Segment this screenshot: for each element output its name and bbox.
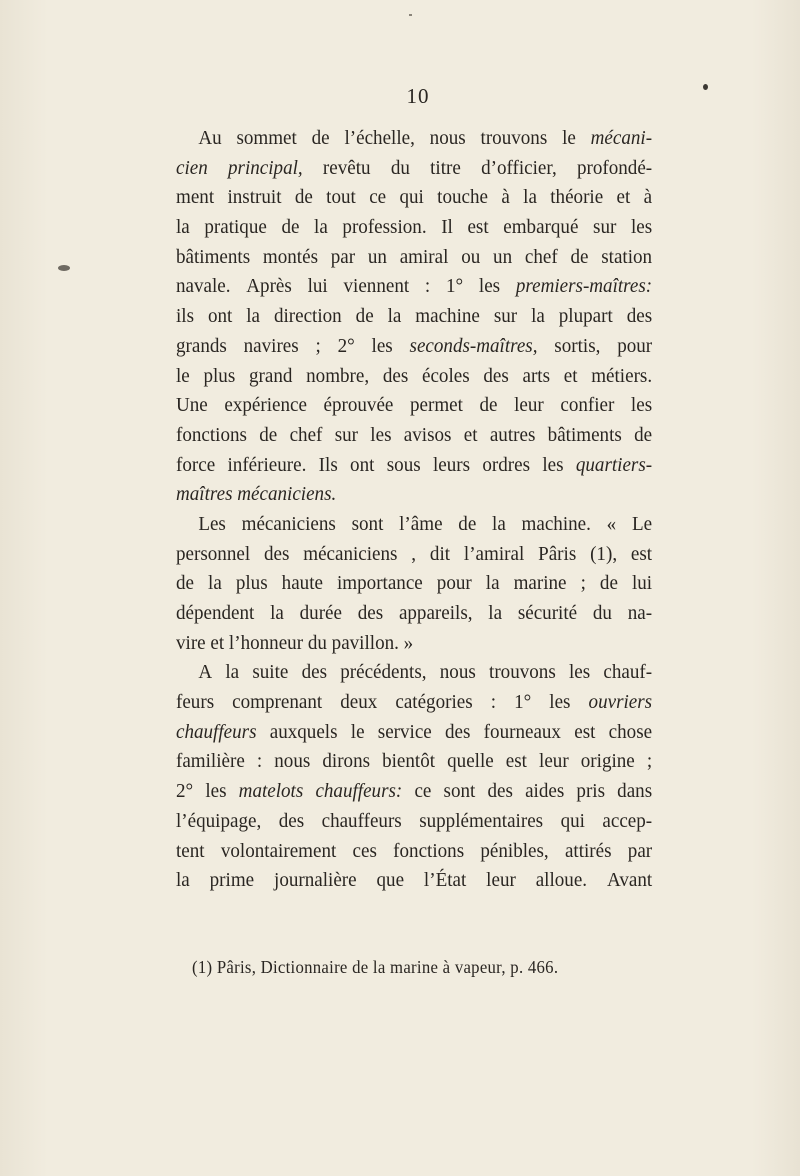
word: un bbox=[493, 245, 513, 268]
word: A bbox=[198, 661, 213, 684]
word: des bbox=[278, 809, 305, 832]
text-line bbox=[176, 540, 652, 570]
word: la bbox=[492, 512, 506, 535]
paragraph bbox=[176, 124, 652, 510]
word: grands bbox=[176, 334, 227, 357]
word: chose bbox=[608, 720, 653, 743]
text-line bbox=[176, 391, 652, 421]
word: de bbox=[479, 394, 498, 417]
word: de bbox=[599, 572, 618, 595]
word: premiers-maîtres: bbox=[515, 275, 653, 298]
word: dépendent bbox=[176, 602, 255, 624]
word: la bbox=[523, 186, 537, 209]
word: écoles bbox=[421, 364, 470, 387]
word: l’équipage, bbox=[176, 809, 262, 832]
text-line bbox=[176, 154, 652, 184]
word: 2° bbox=[176, 780, 194, 803]
word: service bbox=[377, 720, 432, 743]
word: « bbox=[606, 512, 617, 535]
word: ordres bbox=[482, 453, 531, 476]
text-line bbox=[176, 747, 652, 777]
word: Pâris bbox=[538, 542, 577, 565]
word: le bbox=[350, 720, 365, 743]
word: principal, bbox=[228, 156, 303, 179]
word: mécani- bbox=[590, 127, 653, 149]
word: les bbox=[205, 780, 227, 803]
word: métiers. bbox=[591, 364, 653, 387]
text-line bbox=[176, 777, 652, 807]
text-line bbox=[176, 362, 652, 392]
word: : bbox=[256, 750, 263, 773]
word: la bbox=[176, 216, 190, 239]
word: titre bbox=[430, 156, 461, 179]
word: supplémentaires bbox=[419, 809, 544, 832]
word: à bbox=[643, 186, 653, 209]
word: ou bbox=[461, 245, 481, 268]
word: de bbox=[259, 423, 278, 446]
text-line bbox=[176, 569, 652, 599]
word: amiral bbox=[399, 245, 449, 268]
word: les bbox=[371, 334, 393, 357]
word: chauffeurs bbox=[321, 809, 402, 832]
word: pour bbox=[436, 572, 472, 595]
word: qui bbox=[560, 809, 585, 832]
paragraph bbox=[176, 658, 652, 896]
word: la bbox=[225, 661, 240, 684]
word: sont bbox=[351, 512, 384, 535]
word: les bbox=[630, 394, 653, 417]
word: et bbox=[210, 631, 225, 654]
word: pour bbox=[617, 334, 653, 357]
word: chef bbox=[524, 245, 558, 268]
word: na- bbox=[627, 602, 653, 624]
word: touche bbox=[437, 186, 489, 209]
word: grand bbox=[248, 364, 293, 387]
word: deux bbox=[340, 691, 378, 714]
word: pavillon. bbox=[331, 631, 399, 654]
word: l’État bbox=[423, 869, 467, 892]
word: bientôt bbox=[382, 750, 436, 773]
word: la bbox=[208, 572, 222, 595]
text-line bbox=[176, 629, 652, 659]
word: personnel bbox=[176, 542, 251, 565]
word: du bbox=[390, 156, 410, 179]
word: auxquels bbox=[269, 720, 338, 743]
word: des bbox=[445, 720, 471, 743]
word: suite bbox=[252, 661, 289, 684]
word: feurs bbox=[176, 691, 215, 714]
word: seconds-maîtres, bbox=[409, 334, 538, 357]
word: de bbox=[176, 572, 195, 595]
word: la bbox=[270, 602, 284, 624]
word: nous bbox=[274, 750, 311, 773]
word: embarqué bbox=[503, 216, 579, 239]
word: du bbox=[592, 602, 612, 624]
word: maîtres bbox=[176, 483, 233, 506]
word: leur bbox=[486, 869, 516, 892]
word: ils bbox=[176, 305, 195, 328]
word: profession. bbox=[342, 216, 427, 239]
word: sommet bbox=[236, 127, 297, 149]
word: permet bbox=[409, 394, 463, 417]
word: dans bbox=[617, 780, 653, 803]
word: du bbox=[307, 631, 327, 654]
word: Une bbox=[176, 394, 208, 417]
word: leurs bbox=[432, 453, 471, 476]
word: et bbox=[616, 186, 631, 209]
text-line bbox=[176, 183, 652, 213]
text-line bbox=[176, 213, 652, 243]
word: dit bbox=[429, 542, 451, 565]
word: origine bbox=[580, 750, 635, 773]
word: quartiers- bbox=[575, 453, 653, 476]
word: tent bbox=[176, 839, 205, 862]
word: revêtu bbox=[322, 156, 371, 179]
word: sur bbox=[334, 423, 359, 446]
word: la bbox=[485, 572, 500, 595]
word: direction bbox=[273, 305, 342, 328]
word: plus bbox=[203, 364, 236, 387]
word: pris bbox=[576, 780, 606, 803]
word: confier bbox=[560, 394, 615, 417]
word: d’officier, bbox=[481, 156, 557, 179]
word: par bbox=[330, 245, 356, 268]
word: Les bbox=[198, 512, 226, 535]
word: Il bbox=[441, 216, 453, 239]
word: appareils, bbox=[398, 602, 473, 624]
word: qui bbox=[399, 186, 424, 209]
word: » bbox=[403, 631, 414, 654]
word: inférieure. bbox=[227, 453, 307, 476]
word: pénibles, bbox=[480, 839, 549, 862]
word: les bbox=[478, 275, 501, 298]
word: Avant bbox=[606, 869, 653, 892]
text-line bbox=[176, 421, 652, 451]
word: marine bbox=[513, 572, 567, 595]
text-line bbox=[176, 688, 652, 718]
word: lui bbox=[307, 275, 328, 298]
word: des bbox=[357, 602, 384, 624]
print-speck bbox=[409, 14, 412, 16]
word: est bbox=[467, 216, 489, 239]
word: attirés bbox=[564, 839, 612, 862]
word: des bbox=[483, 364, 509, 387]
word: plupart bbox=[558, 305, 613, 328]
word: machine bbox=[415, 305, 480, 328]
word: force bbox=[176, 453, 216, 476]
word: par bbox=[627, 839, 653, 862]
word: éprouvée bbox=[323, 394, 394, 417]
word: matelots bbox=[238, 780, 304, 803]
paragraph bbox=[176, 510, 652, 658]
word: mécaniciens bbox=[303, 542, 398, 565]
word: chauffeurs: bbox=[315, 780, 403, 803]
word: machine. bbox=[521, 512, 591, 535]
word: navale. bbox=[176, 275, 231, 298]
word: 1° bbox=[514, 691, 532, 714]
word: nous bbox=[429, 127, 466, 149]
word: est bbox=[574, 720, 596, 743]
word: l’échelle, bbox=[344, 127, 415, 149]
word: de bbox=[634, 423, 653, 446]
word: Ils bbox=[318, 453, 338, 476]
word: ce bbox=[414, 780, 432, 803]
word: : bbox=[424, 275, 431, 298]
word: la bbox=[488, 602, 503, 624]
word: comprenant bbox=[232, 691, 323, 714]
word: et bbox=[563, 364, 578, 387]
word: sortis, bbox=[554, 334, 601, 357]
word: sous bbox=[386, 453, 421, 476]
word: ouvriers bbox=[588, 691, 653, 714]
word: de bbox=[458, 512, 477, 535]
word: est bbox=[505, 750, 527, 773]
word: de bbox=[311, 127, 330, 149]
word: les bbox=[370, 423, 392, 446]
word: , bbox=[411, 542, 417, 565]
word: Le bbox=[631, 512, 653, 535]
word: Au bbox=[198, 127, 222, 149]
word: sécurité bbox=[517, 602, 578, 624]
word: familière bbox=[176, 750, 245, 773]
word: chef bbox=[289, 423, 323, 446]
word: montés bbox=[262, 245, 318, 268]
text-line bbox=[176, 510, 652, 540]
word: profondé- bbox=[576, 156, 653, 179]
word: (1), bbox=[590, 542, 618, 565]
word: cien bbox=[176, 156, 208, 179]
word: instruit bbox=[227, 186, 282, 209]
word: chauffeurs bbox=[176, 720, 257, 743]
word: les bbox=[568, 661, 591, 684]
word: ont bbox=[350, 453, 375, 476]
word: ; bbox=[315, 334, 321, 357]
word: des bbox=[263, 542, 290, 565]
text-line bbox=[176, 272, 652, 302]
footnote: (1) Pâris, Dictionnaire de la marine à vapeur, p. 466. bbox=[192, 957, 559, 977]
word: le bbox=[176, 364, 190, 387]
word: ; bbox=[580, 572, 586, 595]
word: des bbox=[487, 780, 513, 803]
word: dirons bbox=[322, 750, 371, 773]
word: accep- bbox=[602, 809, 653, 832]
word: mécaniciens. bbox=[237, 483, 337, 506]
word: avisos bbox=[403, 423, 452, 446]
word: théorie bbox=[550, 186, 604, 209]
word: ; bbox=[646, 750, 653, 773]
word: fourneaux bbox=[483, 720, 561, 743]
word: viennent bbox=[343, 275, 410, 298]
word: que bbox=[376, 869, 405, 892]
text-line bbox=[176, 658, 652, 688]
text-line bbox=[176, 718, 652, 748]
word: trouvons bbox=[489, 661, 556, 684]
word: la bbox=[314, 216, 328, 239]
word: Après bbox=[246, 275, 292, 298]
word: chauf- bbox=[603, 661, 653, 684]
word: ont bbox=[207, 305, 233, 328]
word: : bbox=[490, 691, 497, 714]
word: durée bbox=[299, 602, 342, 624]
word: de bbox=[570, 245, 589, 268]
word: sur bbox=[493, 305, 518, 328]
word: les bbox=[549, 691, 571, 714]
word: aides bbox=[525, 780, 565, 803]
word: quelle bbox=[447, 750, 494, 773]
text-line bbox=[176, 599, 652, 629]
word: des bbox=[301, 661, 327, 684]
word: nombre, bbox=[306, 364, 370, 387]
word: arts bbox=[522, 364, 551, 387]
word: pratique bbox=[204, 216, 267, 239]
word: un bbox=[367, 245, 387, 268]
page-number: 10 bbox=[406, 84, 430, 108]
word: nous bbox=[439, 661, 476, 684]
word: des bbox=[382, 364, 409, 387]
text-line bbox=[176, 302, 652, 332]
word: de bbox=[281, 216, 300, 239]
word: de bbox=[355, 305, 374, 328]
word: mécaniciens bbox=[241, 512, 336, 535]
word: l’honneur bbox=[228, 631, 304, 654]
word: des bbox=[626, 305, 653, 328]
word: la bbox=[387, 305, 402, 328]
word: haute bbox=[281, 572, 323, 595]
word: sur bbox=[593, 216, 617, 239]
word: lui bbox=[631, 572, 653, 595]
word: vire bbox=[176, 631, 206, 654]
word: et bbox=[463, 423, 478, 446]
word: expérience bbox=[224, 394, 307, 417]
word: 2° bbox=[337, 334, 355, 357]
word: la bbox=[246, 305, 261, 328]
word: sont bbox=[443, 780, 476, 803]
word: à bbox=[501, 186, 510, 209]
word: fonctions bbox=[176, 423, 247, 446]
word: 1° bbox=[445, 275, 464, 298]
word: importance bbox=[337, 572, 423, 595]
word: plus bbox=[235, 572, 268, 595]
body-text bbox=[176, 124, 652, 896]
word: ment bbox=[176, 186, 215, 209]
word: prime bbox=[209, 869, 255, 892]
text-line bbox=[176, 243, 652, 273]
text-line bbox=[176, 332, 652, 362]
text-line bbox=[176, 837, 652, 867]
word: trouvons bbox=[480, 127, 548, 149]
text-line bbox=[176, 124, 652, 154]
word: navires bbox=[243, 334, 299, 357]
word: les bbox=[630, 216, 653, 239]
word: ce bbox=[369, 186, 387, 209]
word: leur bbox=[514, 394, 544, 417]
word: précédents, bbox=[340, 661, 427, 684]
word: journalière bbox=[274, 869, 357, 892]
word: ces bbox=[352, 839, 377, 862]
word: catégories bbox=[395, 691, 473, 714]
word: les bbox=[542, 453, 564, 476]
word: l’âme bbox=[399, 512, 443, 535]
word: alloue. bbox=[535, 869, 588, 892]
word: autres bbox=[489, 423, 536, 446]
word: la bbox=[176, 869, 190, 892]
word: bâtiments bbox=[176, 245, 251, 268]
word: l’amiral bbox=[463, 542, 525, 565]
word: de bbox=[294, 186, 313, 209]
text-line bbox=[176, 866, 652, 896]
text-line bbox=[176, 480, 652, 510]
text-line bbox=[176, 451, 652, 481]
word: bâtiments bbox=[547, 423, 622, 446]
text-line bbox=[176, 807, 652, 837]
ink-smudge bbox=[58, 265, 70, 271]
word: leur bbox=[539, 750, 569, 773]
word: fonctions bbox=[393, 839, 465, 862]
word: est bbox=[630, 542, 653, 565]
word: la bbox=[531, 305, 545, 328]
word: tout bbox=[326, 186, 356, 209]
word: le bbox=[562, 127, 576, 149]
word: station bbox=[601, 245, 653, 268]
word: volontairement bbox=[220, 839, 337, 862]
